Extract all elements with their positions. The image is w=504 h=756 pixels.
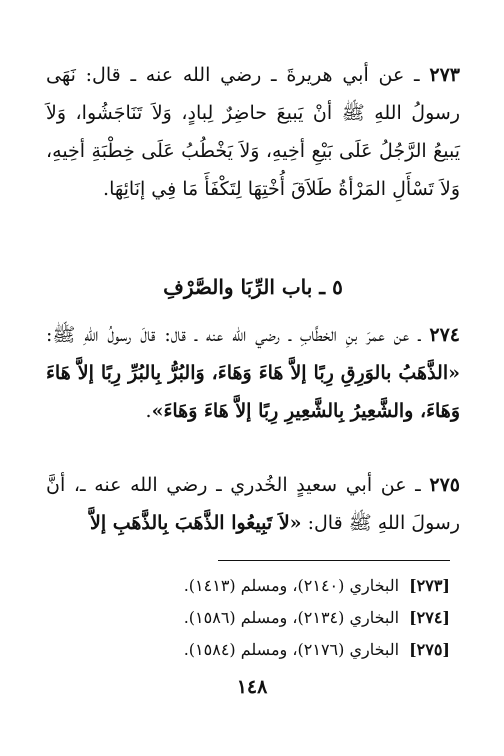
footnote [60, 570, 450, 602]
footnote-text: البخاري (٢١٣٤)، ومسلم (١٥٨٦). [183, 608, 400, 627]
hadith-quote: «الذَّهَبُ بالوَرِقِ رِبًا إلاَّ هَاءَ وَهَاءَ، وَالبُرُّ بِالبُرِّ رِبًا إلاَّ هَاءَ وَهَاءَ، والشَّعِيرُ بِالشَّعِيرِ رِبًا إلاَّ هَاءَ وَهَاءَ» [46, 362, 460, 422]
hadith-chain: ـ عن أبي سعيدٍ الخُدري ـ رضي الله عنه ـ، أنَّ رسولَ اللهِ ﷺ قال: [46, 474, 460, 534]
hadith-chain: ـ عن عمرَ بنِ الخطَّابِ ـ رضي الله عنه ـ قال: قالَ رسولُ اللهِ ﷺ: [46, 324, 430, 346]
hadith-quote: «لاَ تَبِيعُوا الذَّهَبَ بِالذَّهَبِ إلاَّ [90, 512, 302, 534]
hadith-number: ٢٧٥ [429, 474, 460, 496]
footnote-ref: [٢٧٥] [409, 640, 450, 659]
footnote-text: البخاري (٢١٤٠)، ومسلم (١٤١٣). [183, 576, 400, 595]
chapter-heading: ٥ ـ باب الرِّبَا والصَّرْفِ [163, 275, 343, 299]
footnote [60, 634, 450, 666]
page-number: ١٤٨ [236, 676, 268, 698]
hadith-chain: ـ عن أبي هريرةَ ـ رضي الله عنه ـ قال: [75, 64, 430, 86]
hadith-number: ٢٧٤ [429, 324, 460, 346]
hadith-273 [46, 56, 460, 208]
hadith-text: نَهَى رسولُ اللهِ ﷺ أنْ يَبيعَ حاضِرٌ لِبادٍ، وَلاَ تَنَاجَشُوا، وَلاَ يَبيعُ الرَّجُلُ عَلَى بَيْعِ أخِيهِ، وَلاَ يَخْطُبُ عَلَى خِطْبَةِ أخِيهِ، وَلاَ تَسْأَلِ المَرْأةُ طَلاَقَ أُخْتِهَا لِتَكْفَأَ مَا فِي إنَائِهَا. [46, 64, 460, 200]
footnote-text: البخاري (٢١٧٦)، ومسلم (١٥٨٤). [183, 640, 400, 659]
footnote-ref: [٢٧٣] [409, 576, 450, 595]
footnote-divider [218, 560, 450, 561]
hadith-275 [46, 466, 460, 542]
hadith-end: . [145, 400, 152, 422]
footnote-ref: [٢٧٤] [409, 608, 450, 627]
hadith-number: ٢٧٣ [429, 64, 460, 86]
hadith-274 [46, 316, 460, 430]
footnote [60, 602, 450, 634]
footnotes [60, 570, 450, 666]
